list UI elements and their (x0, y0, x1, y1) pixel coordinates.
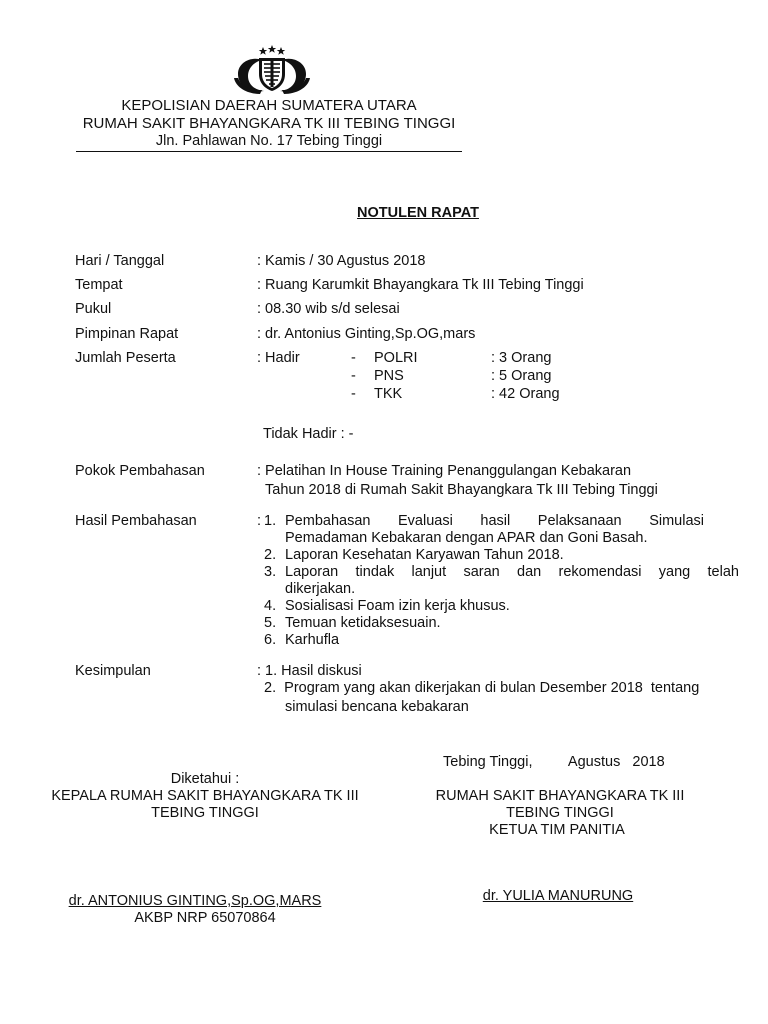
list-word: Pembahasan (285, 513, 371, 529)
letterhead-address: Jln. Pahlawan No. 17 Tebing Tinggi (155, 133, 383, 149)
attendance-dash: - (351, 368, 356, 384)
sig-left-title2: TEBING TINGGI (151, 805, 259, 821)
field-value-kesimpulan-cont: simulasi bencana kebakaran (285, 699, 469, 715)
list-item-text: Temuan ketidaksesuain. (285, 615, 441, 631)
attendance-group: POLRI (374, 350, 418, 366)
list-number: 6. (264, 632, 277, 648)
list-item-text (285, 513, 704, 529)
field-label-pokok: Pokok Pembahasan (75, 463, 205, 479)
field-label-hasil: Hasil Pembahasan (75, 513, 197, 529)
letterhead-hospital: RUMAH SAKIT BHAYANGKARA TK III TEBING TINGGI (82, 115, 456, 132)
list-number: 2. (264, 547, 277, 563)
field-value-tempat: : Ruang Karumkit Bhayangkara Tk III Tebing Tinggi (257, 277, 584, 293)
place-date: Tebing Tinggi, Agustus 2018 (443, 754, 665, 770)
field-value-pukul: : 08.30 wib s/d selesai (257, 301, 400, 317)
list-word: tindak (355, 564, 395, 580)
letterhead-divider (76, 151, 462, 152)
field-label-pimpinan: Pimpinan Rapat (75, 326, 179, 342)
field-value-pokok-cont: Tahun 2018 di Rumah Sakit Bhayangkara Tk III Tebing Tinggi (265, 482, 658, 498)
sig-right-name: dr. YULIA MANURUNG (482, 888, 634, 904)
sig-left-rank: AKBP NRP 65070864 (134, 910, 276, 926)
absent-note: Tidak Hadir : - (263, 426, 354, 442)
sig-right-title: RUMAH SAKIT BHAYANGKARA TK III (435, 788, 685, 804)
field-value-kesimpulan: : 1. Hasil diskusi (257, 663, 362, 679)
list-item-text: Karhufla (285, 632, 340, 648)
list-item-text: Laporan Kesehatan Karyawan Tahun 2018. (285, 547, 564, 563)
field-value-pimpinan: : dr. Antonius Ginting,Sp.OG,mars (257, 326, 476, 342)
attendance-count: : 42 Orang (491, 386, 560, 402)
letterhead-agency: KEPOLISIAN DAERAH SUMATERA UTARA (121, 97, 417, 114)
list-word: telah (707, 564, 739, 580)
field-value-hadir: : Hadir (257, 350, 300, 366)
list-number: 1. (264, 513, 277, 529)
list-word: hasil (480, 513, 511, 529)
list-item-text: Sosialisasi Foam izin kerja khusus. (285, 598, 510, 614)
list-item-cont: dikerjakan. (285, 581, 356, 597)
sig-left-title: KEPALA RUMAH SAKIT BHAYANGKARA TK III (51, 788, 359, 804)
field-label-jumlah: Jumlah Peserta (75, 350, 176, 366)
field-colon: : (257, 513, 262, 529)
attendance-dash: - (351, 350, 356, 366)
list-word: dan (517, 564, 542, 580)
list-word: Laporan (285, 564, 339, 580)
sig-right-title3: KETUA TIM PANITIA (489, 822, 625, 838)
list-number: 3. (264, 564, 277, 580)
list-word: saran (463, 564, 500, 580)
list-word: Evaluasi (398, 513, 453, 529)
attendance-group: TKK (374, 386, 403, 402)
field-label-hari: Hari / Tanggal (75, 253, 165, 269)
document-title: NOTULEN RAPAT (357, 205, 479, 221)
list-word: lanjut (411, 564, 447, 580)
field-label-pukul: Pukul (75, 301, 112, 317)
field-value-pokok: : Pelatihan In House Training Penanggulangan Kebakaran (257, 463, 632, 479)
sig-left-name: dr. ANTONIUS GINTING,Sp.OG,MARS (68, 893, 322, 909)
field-label-tempat: Tempat (75, 277, 123, 293)
attendance-dash: - (351, 386, 356, 402)
field-value-kesimpulan-2: 2. Program yang akan dikerjakan di bulan Desember 2018 tentang (264, 680, 700, 696)
list-item-text (285, 564, 739, 580)
list-number: 5. (264, 615, 277, 631)
attendance-count: : 3 Orang (491, 350, 552, 366)
list-word: Pelaksanaan (537, 513, 622, 529)
sig-left-known: Diketahui : (170, 771, 240, 787)
sig-right-title2: TEBING TINGGI (506, 805, 614, 821)
police-emblem-icon (232, 44, 312, 96)
list-word: yang (658, 564, 691, 580)
list-word: rekomendasi (558, 564, 642, 580)
list-number: 4. (264, 598, 277, 614)
field-label-kesimpulan: Kesimpulan (75, 663, 151, 679)
list-item-cont: Pemadaman Kebakaran dengan APAR dan Goni Basah. (285, 530, 648, 546)
field-value-hari: : Kamis / 30 Agustus 2018 (257, 253, 426, 269)
attendance-count: : 5 Orang (491, 368, 552, 384)
list-word: Simulasi (649, 513, 704, 529)
attendance-group: PNS (374, 368, 404, 384)
